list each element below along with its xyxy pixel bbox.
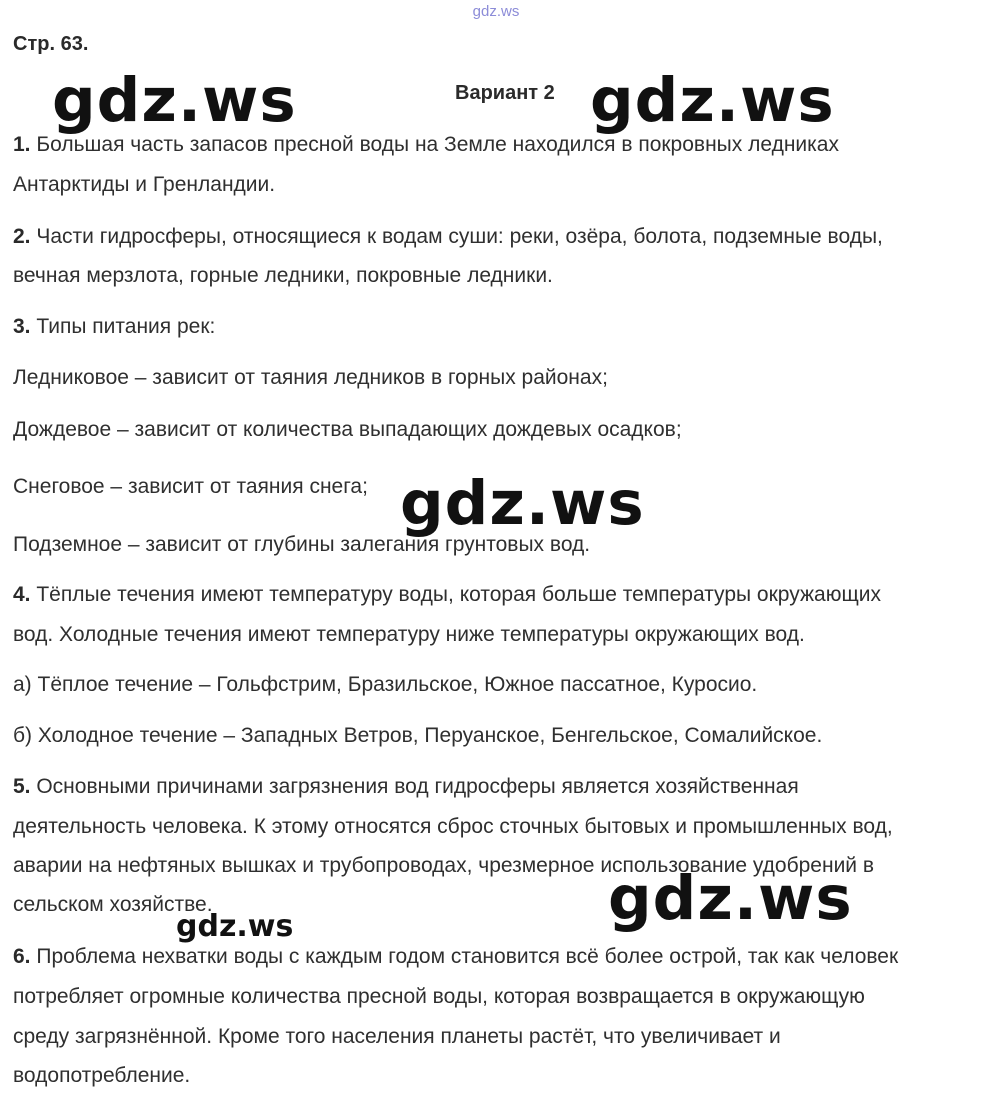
watermark-logo: gdz.ws xyxy=(590,65,835,136)
answer-6-line-2: потребляет огромные количества пресной воды, которая возвращается в окружающую xyxy=(13,985,865,1008)
answer-3-rain: Дождевое – зависит от количества выпадающих дождевых осадков; xyxy=(13,418,682,441)
answer-3-glacial: Ледниковое – зависит от таяния ледников в горных районах; xyxy=(13,366,608,389)
answer-3-ground: Подземное – зависит от глубины залегания грунтовых вод. xyxy=(13,533,591,556)
answer-3-text: Типы питания рек: xyxy=(30,315,216,338)
watermark-logo: gdz.ws xyxy=(52,65,297,136)
answer-4-line-2: вод. Холодные течения имеют температуру ниже температуры окружающих вод. xyxy=(13,623,805,646)
answer-4-cold: б) Холодное течение – Западных Ветров, Перуанское, Бенгельское, Сомалийское. xyxy=(13,724,823,747)
answer-2-number: 2. xyxy=(13,225,31,248)
watermark-logo: gdz.ws xyxy=(400,468,645,539)
answer-4-warm: а) Тёплое течение – Гольфстрим, Бразильское, Южное пассатное, Куросио. xyxy=(13,673,758,696)
watermark-logo: gdz.ws xyxy=(176,909,294,944)
answer-3-number: 3. xyxy=(13,315,31,338)
answer-5-line-3: аварии на нефтяных вышках и трубопроводах, чрезмерное использование удобрений в xyxy=(13,854,875,877)
answer-6-line-3: среду загрязнённой. Кроме того населения планеты растёт, что увеличивает и xyxy=(13,1025,781,1048)
answer-5-line-1 xyxy=(13,774,799,800)
answer-2-text: Части гидросферы, относящиеся к водам суши: реки, озёра, болота, подземные воды, xyxy=(30,225,883,248)
answer-4-text: Тёплые течения имеют температуру воды, которая больше температуры окружающих xyxy=(30,583,881,606)
watermark-logo: gdz.ws xyxy=(608,863,853,934)
answer-6-number: 6. xyxy=(13,945,31,968)
page-label: Стр. 63. xyxy=(13,33,89,55)
answer-6-line-1 xyxy=(13,944,898,970)
answer-1-text: Большая часть запасов пресной воды на Земле находился в покровных ледниках xyxy=(30,133,839,156)
answer-5-line-4: сельском хозяйстве. xyxy=(13,893,213,916)
answer-5-text: Основными причинами загрязнения вод гидросферы является хозяйственная xyxy=(30,775,799,798)
answer-1-number: 1. xyxy=(13,133,31,156)
answer-2-line-2: вечная мерзлота, горные ледники, покровные ледники. xyxy=(13,264,553,287)
answer-6-line-4: водопотребление. xyxy=(13,1064,191,1087)
answer-4-number: 4. xyxy=(13,583,31,606)
answer-5-line-2: деятельность человека. К этому относятся сброс сточных бытовых и промышленных вод, xyxy=(13,815,893,838)
answer-4-line-1 xyxy=(13,582,881,608)
answer-6-text: Проблема нехватки воды с каждым годом становится всё более острой, так как человек xyxy=(30,945,899,968)
answer-1-line-2: Антарктиды и Гренландии. xyxy=(13,173,276,196)
answer-5-number: 5. xyxy=(13,775,31,798)
variant-title: Вариант 2 xyxy=(455,82,555,104)
answer-3-line-1 xyxy=(13,314,215,340)
top-watermark-link[interactable]: gdz.ws xyxy=(472,3,520,20)
answer-2-line-1 xyxy=(13,224,883,250)
answer-3-snow: Снеговое – зависит от таяния снега; xyxy=(13,475,368,498)
